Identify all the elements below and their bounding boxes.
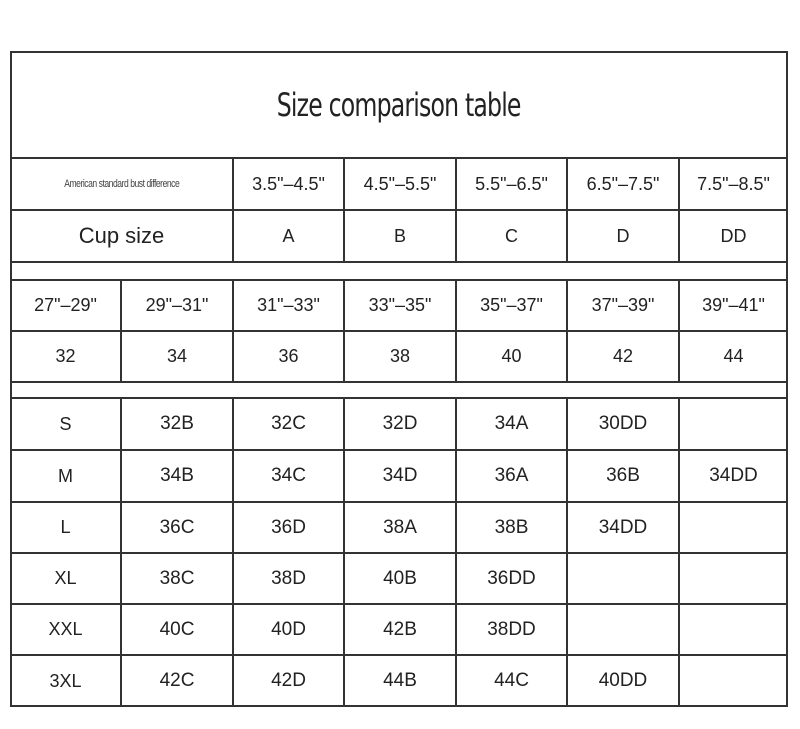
size-value-text: 32D	[382, 413, 418, 434]
size-value-text: 36A	[494, 465, 529, 486]
size-value	[679, 553, 788, 604]
size-value	[344, 450, 456, 502]
bust-range-text: 4.5"–5.5"	[363, 173, 437, 194]
size-value	[456, 655, 567, 707]
size-label	[10, 604, 121, 655]
underbust-range-text: 39"–41"	[702, 295, 765, 315]
size-value-text: 36C	[159, 516, 195, 538]
bust-range	[456, 158, 567, 210]
size-value	[456, 604, 567, 655]
bust-range	[233, 158, 344, 210]
size-value	[456, 398, 567, 450]
underbust-range	[456, 280, 567, 331]
bust-range	[679, 158, 788, 210]
size-value	[121, 502, 233, 553]
band-size	[679, 331, 788, 382]
band-size	[456, 331, 567, 382]
cup-size-text: C	[505, 225, 518, 246]
size-value-text: 38A	[383, 516, 417, 538]
size-value-text: 34D	[382, 465, 418, 486]
size-value	[344, 655, 456, 707]
size-value	[233, 450, 344, 502]
size-value-text: 34B	[160, 465, 194, 486]
size-value-text: 32B	[160, 413, 194, 434]
size-value	[344, 502, 456, 553]
band-size	[567, 331, 679, 382]
size-value	[121, 604, 233, 655]
size-value	[233, 398, 344, 450]
underbust-range-text: 31"–33"	[257, 295, 320, 315]
size-label	[10, 398, 121, 450]
size-value	[344, 398, 456, 450]
bust-difference-label-text: American standard bust difference	[63, 178, 180, 190]
size-value-text: 36DD	[487, 567, 536, 589]
size-value-text: 36B	[606, 465, 640, 486]
cup-size	[344, 210, 456, 262]
bust-range-text: 7.5"–8.5"	[697, 173, 770, 194]
size-value	[567, 604, 679, 655]
band-size-text: 36	[278, 346, 299, 366]
band-size-text: 32	[55, 346, 76, 366]
size-value-text: 44B	[383, 670, 417, 691]
band-size-text: 38	[389, 346, 411, 366]
size-value	[679, 655, 788, 707]
size-value-text: 34DD	[709, 465, 758, 486]
size-value	[233, 553, 344, 604]
size-label	[10, 450, 121, 502]
band-size	[344, 331, 456, 382]
size-value	[121, 655, 233, 707]
size-label-text: XL	[54, 568, 77, 588]
band-size-text: 42	[612, 346, 634, 366]
size-value	[567, 553, 679, 604]
underbust-range-text: 35"–37"	[480, 295, 543, 315]
bust-difference-label	[10, 158, 233, 210]
size-value-text: 40D	[271, 618, 306, 640]
size-value-text: 42C	[159, 670, 195, 691]
bust-range-text: 6.5"–7.5"	[586, 173, 660, 194]
band-size-text: 34	[166, 346, 188, 366]
underbust-range	[344, 280, 456, 331]
band-size-text: 44	[723, 346, 744, 366]
bust-range-text: 3.5"–4.5"	[252, 173, 325, 194]
underbust-range	[121, 280, 233, 331]
size-value-text: 38DD	[487, 618, 536, 640]
cup-size	[567, 210, 679, 262]
size-label	[10, 655, 121, 707]
cup-size-label	[10, 210, 233, 262]
underbust-range	[233, 280, 344, 331]
size-value	[567, 655, 679, 707]
size-value-text: 38C	[159, 567, 195, 589]
bust-range	[344, 158, 456, 210]
size-value	[679, 398, 788, 450]
size-value	[121, 553, 233, 604]
cup-size	[456, 210, 567, 262]
size-value-text: 38B	[494, 516, 529, 538]
size-value	[233, 604, 344, 655]
size-value-text: 34C	[271, 465, 306, 486]
size-label-text: S	[59, 413, 72, 434]
cup-size	[233, 210, 344, 262]
size-value	[567, 398, 679, 450]
size-value-text: 40B	[383, 567, 417, 589]
band-size	[121, 331, 233, 382]
size-value	[679, 604, 788, 655]
size-value	[344, 604, 456, 655]
underbust-range	[10, 280, 121, 331]
size-value	[567, 450, 679, 502]
underbust-range	[567, 280, 679, 331]
band-size-text: 40	[501, 346, 522, 366]
band-size	[233, 331, 344, 382]
size-value-text: 36D	[271, 516, 306, 538]
size-value-text: 30DD	[598, 413, 648, 434]
bust-range-text: 5.5"–6.5"	[475, 173, 548, 194]
size-label-text: M	[58, 465, 73, 486]
size-value	[233, 502, 344, 553]
size-label	[10, 553, 121, 604]
size-value-text: 40C	[159, 618, 195, 640]
size-value	[456, 553, 567, 604]
size-value	[679, 502, 788, 553]
size-value	[679, 450, 788, 502]
size-value	[456, 450, 567, 502]
size-label-text: XXL	[48, 619, 83, 639]
underbust-range-text: 27"–29"	[34, 295, 97, 315]
cup-size-text: DD	[720, 225, 747, 246]
size-value-text: 32C	[271, 413, 306, 434]
size-value	[233, 655, 344, 707]
underbust-range-text: 33"–35"	[368, 295, 432, 315]
size-value	[121, 398, 233, 450]
underbust-range-text: 29"–31"	[145, 295, 209, 315]
cup-size-text: B	[393, 225, 406, 246]
underbust-range-text: 37"–39"	[591, 295, 655, 315]
size-value-text: 42D	[271, 670, 306, 691]
underbust-range	[679, 280, 788, 331]
page-title	[10, 51, 788, 158]
size-value	[344, 553, 456, 604]
size-label-text: L	[60, 517, 71, 537]
size-value-text: 34A	[494, 413, 529, 434]
size-value-text: 42B	[383, 618, 417, 640]
bust-range	[567, 158, 679, 210]
cup-size-label-text: Cup size	[78, 223, 165, 248]
page-title-text: Size comparison table	[277, 85, 521, 124]
size-value-text: 38D	[271, 567, 306, 589]
size-value-text: 34DD	[598, 516, 648, 538]
cup-size-text: A	[282, 225, 295, 246]
size-label	[10, 502, 121, 553]
size-value	[567, 502, 679, 553]
size-value-text: 44C	[494, 670, 529, 691]
band-size	[10, 331, 121, 382]
cup-size	[679, 210, 788, 262]
size-label-text: 3XL	[49, 670, 82, 691]
size-value	[456, 502, 567, 553]
size-value-text: 40DD	[598, 670, 648, 691]
size-value	[121, 450, 233, 502]
cup-size-text: D	[616, 225, 630, 246]
